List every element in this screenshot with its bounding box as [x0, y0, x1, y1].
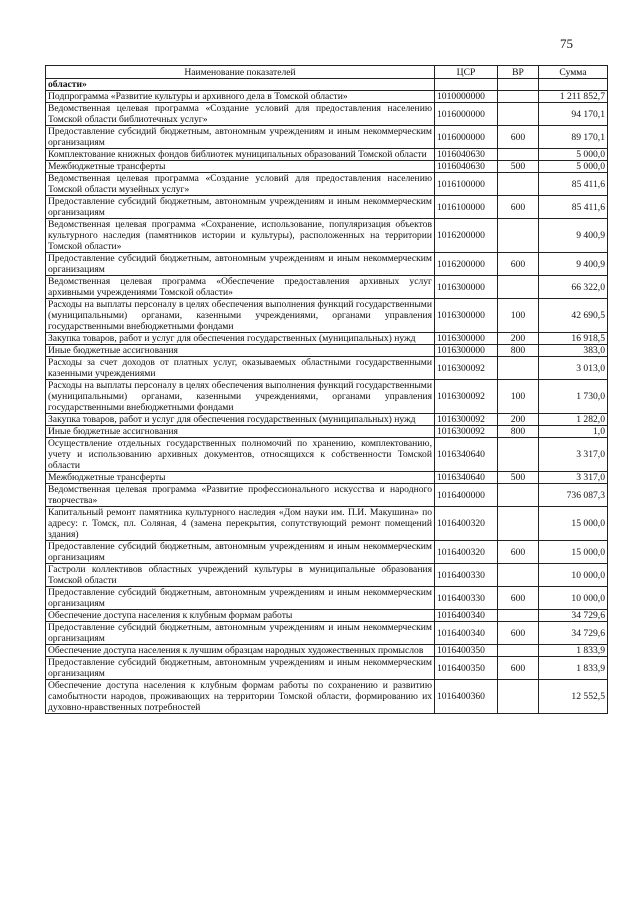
row-csr: 1016200000 [435, 253, 498, 276]
table-row [46, 219, 608, 253]
row-sum: 89 170,1 [539, 126, 608, 149]
row-sum: 66 322,0 [539, 276, 608, 299]
row-vr: 800 [498, 426, 539, 438]
table-row [46, 91, 608, 103]
row-name: Ведомственная целевая программа «Сохранение, использование, популяризация объектов культурного наследия (памятников истории и культуры), расположенных на территории Томской области» [46, 219, 435, 253]
row-name: Ведомственная целевая программа «Создание условий для предоставления населению Томской области библиотечных услуг» [46, 103, 435, 126]
row-csr: 1010000000 [435, 91, 498, 103]
row-csr: 1016300000 [435, 345, 498, 357]
row-name: Капитальный ремонт памятника культурного наследия «Дом науки им. П.И. Макушина» по адресу: г. Томск, пл. Соляная, 4 (замена перекрытия, сопутствующий ремонт помещений здания) [46, 507, 435, 541]
row-sum: 3 317,0 [539, 438, 608, 472]
row-vr: 100 [498, 299, 539, 333]
row-csr: 1016400350 [435, 645, 498, 657]
row-vr [498, 507, 539, 541]
row-csr: 1016000000 [435, 103, 498, 126]
row-csr: 1016040630 [435, 149, 498, 161]
row-vr [498, 564, 539, 587]
row-vr: 500 [498, 472, 539, 484]
row-sum: 3 013,0 [539, 357, 608, 380]
row-name: Ведомственная целевая программа «Обеспечение предоставления архивных услуг архивными учреждениями Томской области» [46, 276, 435, 299]
row-name: Межбюджетные трансферты [46, 161, 435, 173]
row-name: Предоставление субсидий бюджетным, автономным учреждениям и иным некоммерческим организациям [46, 253, 435, 276]
table-row [46, 541, 608, 564]
row-name: Комплектование книжных фондов библиотек муниципальных образований Томской области [46, 149, 435, 161]
table-row [46, 622, 608, 645]
row-sum: 1 211 852,7 [539, 91, 608, 103]
table-row [46, 426, 608, 438]
row-name: Предоставление субсидий бюджетным, автономным учреждениям и иным некоммерческим организациям [46, 657, 435, 680]
table-row [46, 380, 608, 414]
row-vr [498, 438, 539, 472]
row-vr: 600 [498, 541, 539, 564]
row-csr: 1016400330 [435, 587, 498, 610]
table-row [46, 657, 608, 680]
table-row [46, 149, 608, 161]
table-row [46, 610, 608, 622]
table-row [46, 276, 608, 299]
row-csr: 1016400330 [435, 564, 498, 587]
row-vr [498, 645, 539, 657]
row-sum: 1 282,0 [539, 414, 608, 426]
row-sum: 85 411,6 [539, 196, 608, 219]
row-name: Предоставление субсидий бюджетным, автономным учреждениям и иным некоммерческим организациям [46, 541, 435, 564]
row-csr [435, 79, 498, 91]
row-vr: 600 [498, 253, 539, 276]
row-sum: 3 317,0 [539, 472, 608, 484]
row-vr: 800 [498, 345, 539, 357]
row-csr: 1016040630 [435, 161, 498, 173]
row-sum: 15 000,0 [539, 507, 608, 541]
row-vr: 600 [498, 657, 539, 680]
row-sum: 1 730,0 [539, 380, 608, 414]
row-name: Ведомственная целевая программа «Развитие профессионального искусства и народного творчества» [46, 484, 435, 507]
row-name: Обеспечение доступа населения к клубным формам работы [46, 610, 435, 622]
row-sum: 10 000,0 [539, 564, 608, 587]
row-name: Осуществление отдельных государственных полномочий по хранению, комплектованию, учету и использованию архивных документов, относящихся к собственности Томской области [46, 438, 435, 472]
row-sum: 9 400,9 [539, 219, 608, 253]
row-name: Иные бюджетные ассигнования [46, 345, 435, 357]
row-csr: 1016300092 [435, 426, 498, 438]
row-csr: 1016400320 [435, 507, 498, 541]
header-csr: ЦСР [435, 66, 498, 79]
row-name: Межбюджетные трансферты [46, 472, 435, 484]
row-name: Подпрограмма «Развитие культуры и архивного дела в Томской области» [46, 91, 435, 103]
row-name: Предоставление субсидий бюджетным, автономным учреждениям и иным некоммерческим организациям [46, 587, 435, 610]
row-sum [539, 79, 608, 91]
table-row [46, 564, 608, 587]
row-vr: 600 [498, 196, 539, 219]
table-row [46, 507, 608, 541]
row-sum: 34 729,6 [539, 622, 608, 645]
row-csr: 1016100000 [435, 173, 498, 196]
row-vr [498, 610, 539, 622]
row-name: Обеспечение доступа населения к клубным формам работы по сохранению и развитию самобытности народов, проживающих на территории Томской области, формированию их духовно-нравственных потребностей [46, 680, 435, 714]
row-sum: 10 000,0 [539, 587, 608, 610]
row-vr [498, 680, 539, 714]
row-csr: 1016300000 [435, 299, 498, 333]
row-csr: 1016400320 [435, 541, 498, 564]
budget-table [45, 65, 608, 714]
row-sum: 34 729,6 [539, 610, 608, 622]
row-sum: 15 000,0 [539, 541, 608, 564]
table-row [46, 103, 608, 126]
row-sum: 5 000,0 [539, 161, 608, 173]
row-csr: 1016300092 [435, 357, 498, 380]
table-row [46, 472, 608, 484]
row-sum: 9 400,9 [539, 253, 608, 276]
row-vr [498, 149, 539, 161]
table-row [46, 333, 608, 345]
row-name: Гастроли коллективов областных учреждений культуры в муниципальные образования Томской области [46, 564, 435, 587]
header-sum: Сумма [539, 66, 608, 79]
row-name: Предоставление субсидий бюджетным, автономным учреждениям и иным некоммерческим организациям [46, 126, 435, 149]
table-row [46, 196, 608, 219]
header-vr: ВР [498, 66, 539, 79]
row-csr: 1016300092 [435, 380, 498, 414]
row-csr: 1016340640 [435, 438, 498, 472]
row-vr [498, 219, 539, 253]
row-vr: 600 [498, 126, 539, 149]
row-vr [498, 484, 539, 507]
row-sum: 16 918,5 [539, 333, 608, 345]
table-row [46, 438, 608, 472]
row-vr [498, 173, 539, 196]
row-csr: 1016400000 [435, 484, 498, 507]
table-row [46, 357, 608, 380]
row-vr: 500 [498, 161, 539, 173]
row-sum: 1,0 [539, 426, 608, 438]
row-name: Обеспечение доступа населения к лучшим образцам народных художественных промыслов [46, 645, 435, 657]
table-row [46, 299, 608, 333]
row-sum: 383,0 [539, 345, 608, 357]
row-csr: 1016400340 [435, 622, 498, 645]
table-row [46, 161, 608, 173]
row-sum: 94 170,1 [539, 103, 608, 126]
row-name: Ведомственная целевая программа «Создание условий для предоставления населению Томской области музейных услуг» [46, 173, 435, 196]
row-name: Закупка товаров, работ и услуг для обеспечения государственных (муниципальных) нужд [46, 333, 435, 345]
table-row [46, 173, 608, 196]
row-csr: 1016300000 [435, 276, 498, 299]
row-vr [498, 276, 539, 299]
row-name: Предоставление субсидий бюджетным, автономным учреждениям и иным некоммерческим организациям [46, 196, 435, 219]
row-name: Иные бюджетные ассигнования [46, 426, 435, 438]
row-sum: 1 833,9 [539, 657, 608, 680]
table-row [46, 645, 608, 657]
row-name: области» [46, 79, 435, 91]
table-row [46, 484, 608, 507]
row-csr: 1016400340 [435, 610, 498, 622]
table-row [46, 253, 608, 276]
row-csr: 1016200000 [435, 219, 498, 253]
row-vr [498, 103, 539, 126]
row-vr: 200 [498, 414, 539, 426]
row-csr: 1016400350 [435, 657, 498, 680]
row-sum: 42 690,5 [539, 299, 608, 333]
row-name: Закупка товаров, работ и услуг для обеспечения государственных (муниципальных) нужд [46, 414, 435, 426]
row-csr: 1016340640 [435, 472, 498, 484]
row-sum: 1 833,9 [539, 645, 608, 657]
row-sum: 12 552,5 [539, 680, 608, 714]
row-vr: 600 [498, 587, 539, 610]
row-vr: 600 [498, 622, 539, 645]
row-vr [498, 91, 539, 103]
row-name: Предоставление субсидий бюджетным, автономным учреждениям и иным некоммерческим организациям [46, 622, 435, 645]
row-csr: 1016300092 [435, 414, 498, 426]
row-csr: 1016000000 [435, 126, 498, 149]
row-csr: 1016300000 [435, 333, 498, 345]
row-vr: 200 [498, 333, 539, 345]
page-number: 75 [560, 36, 573, 51]
row-name: Расходы на выплаты персоналу в целях обеспечения выполнения функций государственными (муниципальными) органами, казенными учреждениями, органами управления государственными внебюджетными фондами [46, 380, 435, 414]
table-row [46, 345, 608, 357]
row-name: Расходы на выплаты персоналу в целях обеспечения выполнения функций государственными (муниципальными) органами, казенными учреждениями, органами управления государственными внебюджетными фондами [46, 299, 435, 333]
table-row [46, 126, 608, 149]
row-sum: 5 000,0 [539, 149, 608, 161]
header-name: Наименование показателей [46, 66, 435, 79]
table-row [46, 680, 608, 714]
row-vr: 100 [498, 380, 539, 414]
table-header-row [46, 66, 608, 79]
row-csr: 1016400360 [435, 680, 498, 714]
row-csr: 1016100000 [435, 196, 498, 219]
table-row [46, 79, 608, 91]
row-sum: 736 087,3 [539, 484, 608, 507]
table-row [46, 587, 608, 610]
row-vr [498, 79, 539, 91]
row-name: Расходы за счет доходов от платных услуг, оказываемых областными государственными казенными учреждениями [46, 357, 435, 380]
row-vr [498, 357, 539, 380]
table-row [46, 414, 608, 426]
row-sum: 85 411,6 [539, 173, 608, 196]
